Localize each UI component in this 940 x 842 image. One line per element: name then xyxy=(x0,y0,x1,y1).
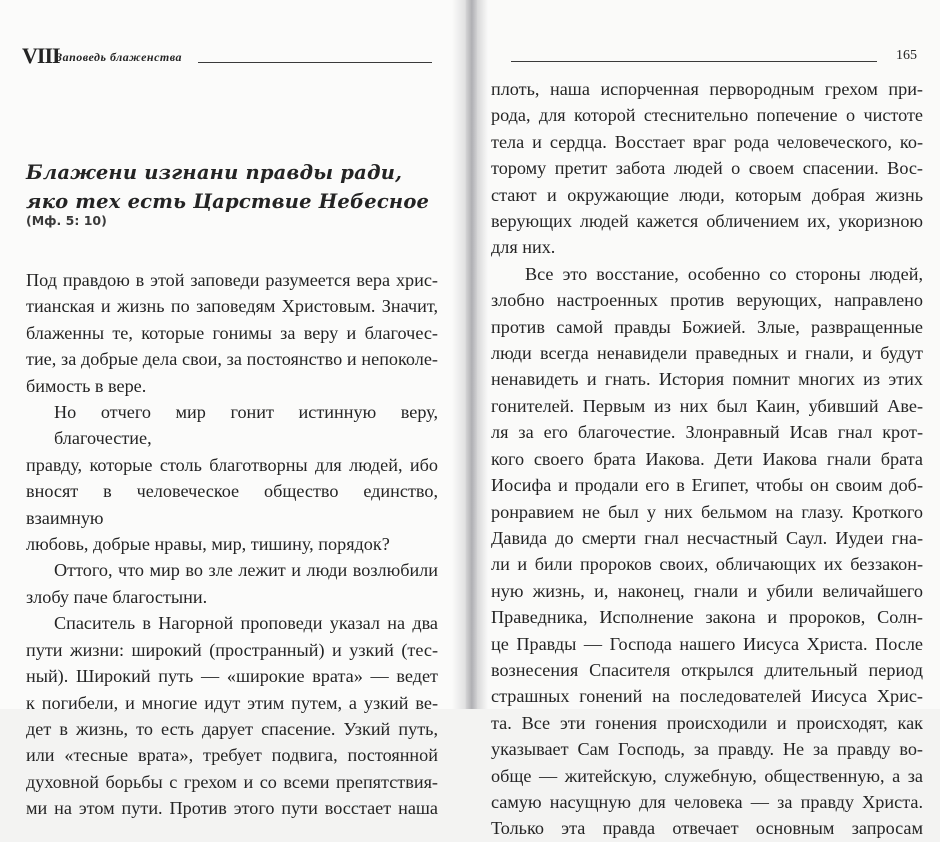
text-line: Под правдою в этой заповеди разумеется вера хрис- xyxy=(26,270,438,290)
text-line: вносят в человеческое общество единство, взаимную xyxy=(26,481,438,528)
text-line: бимость в вере. xyxy=(26,375,147,396)
text-line: блаженны те, которые гонимы за веру и благочес- xyxy=(26,322,438,343)
text-line: вознесения Спасителя открылся длительный период xyxy=(491,659,923,680)
right-page xyxy=(477,0,940,839)
text-line: торому претит забота людей о своем спасении. Вос- xyxy=(491,158,923,179)
text-line: рода, для которой стеснительно попечение о чистоте xyxy=(491,105,923,126)
text-line: ли и били пророков своих, обличающих их беззакон- xyxy=(491,554,923,575)
text-line: Оттого, что мир во зле лежит и люди возлюбили xyxy=(54,560,438,581)
text-line: злобно настроенных против верующих, направлено xyxy=(491,290,923,311)
running-head xyxy=(22,42,432,66)
page-number: 165 xyxy=(896,48,917,63)
text-line: верующих людей кажется обличением их, укоризною xyxy=(491,211,923,232)
text-line: кого своего брата Иакова. Дети Иакова гнали брата xyxy=(491,448,923,469)
text-line: Только эта правда отвечает основным запросам xyxy=(491,818,923,839)
text-line: Иосифа и продали его в Египет, чтобы он своим доб- xyxy=(491,475,923,496)
text-line: ный). Широкий путь — «широкие врата» — ведет xyxy=(26,666,438,687)
text-line: Спаситель в Нагорной проповеди указал на два xyxy=(54,613,438,634)
left-page xyxy=(0,0,466,819)
header-rule xyxy=(198,62,432,63)
text-line: це Правды — Господа нашего Иисуса Христа. После xyxy=(491,633,923,654)
text-line: или «тесные врата», требует подвига, постоянной xyxy=(26,745,438,766)
text-line: стают и окружающие люди, которым добрая жизнь xyxy=(491,184,923,205)
beatitude-heading xyxy=(26,158,446,216)
text-line: плоть, наша испорченная первородным грехом при- xyxy=(491,79,923,99)
running-head-title: Заповедь блаженства xyxy=(56,50,183,64)
left-body-text xyxy=(26,267,438,822)
text-line: Но отчего мир гонит истинную веру, благочестие, xyxy=(54,402,438,449)
book-gutter xyxy=(452,0,488,709)
text-line: духовной борьбы с грехом и со всеми препятствия- xyxy=(26,771,438,792)
text-line: ную жизнь, и, наконец, гнали и убили величайшего xyxy=(491,580,923,601)
right-body-text xyxy=(491,76,923,842)
text-line: гонителей. Первым из них был Каин, убивший Аве- xyxy=(491,395,923,416)
beatitude-line: Блажени изгнани правды ради, xyxy=(26,161,403,184)
text-line: обще — житейскую, служебную, общественную, а за xyxy=(491,765,923,786)
text-line: люди всегда ненавидели праведных и гнали, и будут xyxy=(491,343,923,364)
text-line: тела и сердца. Восстает враг рода человеческого, ко- xyxy=(491,131,923,152)
text-line: любовь, добрые нравы, мир, тишину, порядок? xyxy=(26,534,390,555)
text-line: ронравием не был у них бельмом на глазу. Кроткого xyxy=(491,501,923,522)
text-line: злобу паче благостыни. xyxy=(26,586,208,607)
text-line: Давида до смерти гнал несчастный Саул. Иудеи гна- xyxy=(491,527,923,548)
text-line: Все это восстание, особенно со стороны людей, xyxy=(525,263,923,284)
text-line: страшных гонений на последователей Иисуса Хрис- xyxy=(491,686,923,707)
text-line: ми на этом пути. Против этого пути восстает наша xyxy=(26,798,438,819)
text-line: дет в жизнь, то есть дарует спасение. Узкий путь, xyxy=(26,718,438,739)
text-line: та. Все эти гонения происходили и происходят, как xyxy=(491,712,923,733)
text-line: Праведника, Исполнение закона и пророков, Солн- xyxy=(491,607,923,628)
text-line: правду, которые столь благотворны для людей, ибо xyxy=(26,454,438,475)
text-line: тианская и жизнь по заповедям Христовым. Значит, xyxy=(26,296,438,317)
beatitude-line: яко тех есть Царствие Небесное xyxy=(26,190,430,213)
text-line: против самой правды Божией. Злые, развращенные xyxy=(491,316,923,337)
text-line: ля за его благочестие. Злонравный Исав гнал крот- xyxy=(491,422,923,443)
text-line: самую насущную для человека — за правду Христа. xyxy=(491,791,923,812)
text-line: тие, за добрые дела свои, за постоянство и непоколе- xyxy=(26,349,438,370)
chapter-numeral: VIII xyxy=(22,43,60,68)
right-running-head xyxy=(511,48,921,66)
scripture-reference: (Мф. 5: 10) xyxy=(26,213,107,228)
text-line: указывает Сам Господь, за правду. Не за правду во- xyxy=(491,739,923,760)
text-line: ненавидеть и гнать. История помнит многих из этих xyxy=(491,369,923,390)
text-line: для них. xyxy=(491,237,556,258)
text-line: пути жизни: широкий (пространный) и узкий (тес- xyxy=(26,639,438,660)
header-rule xyxy=(511,61,877,62)
text-line: к погибели, и многие идут этим путем, а узкий ве- xyxy=(26,692,438,713)
